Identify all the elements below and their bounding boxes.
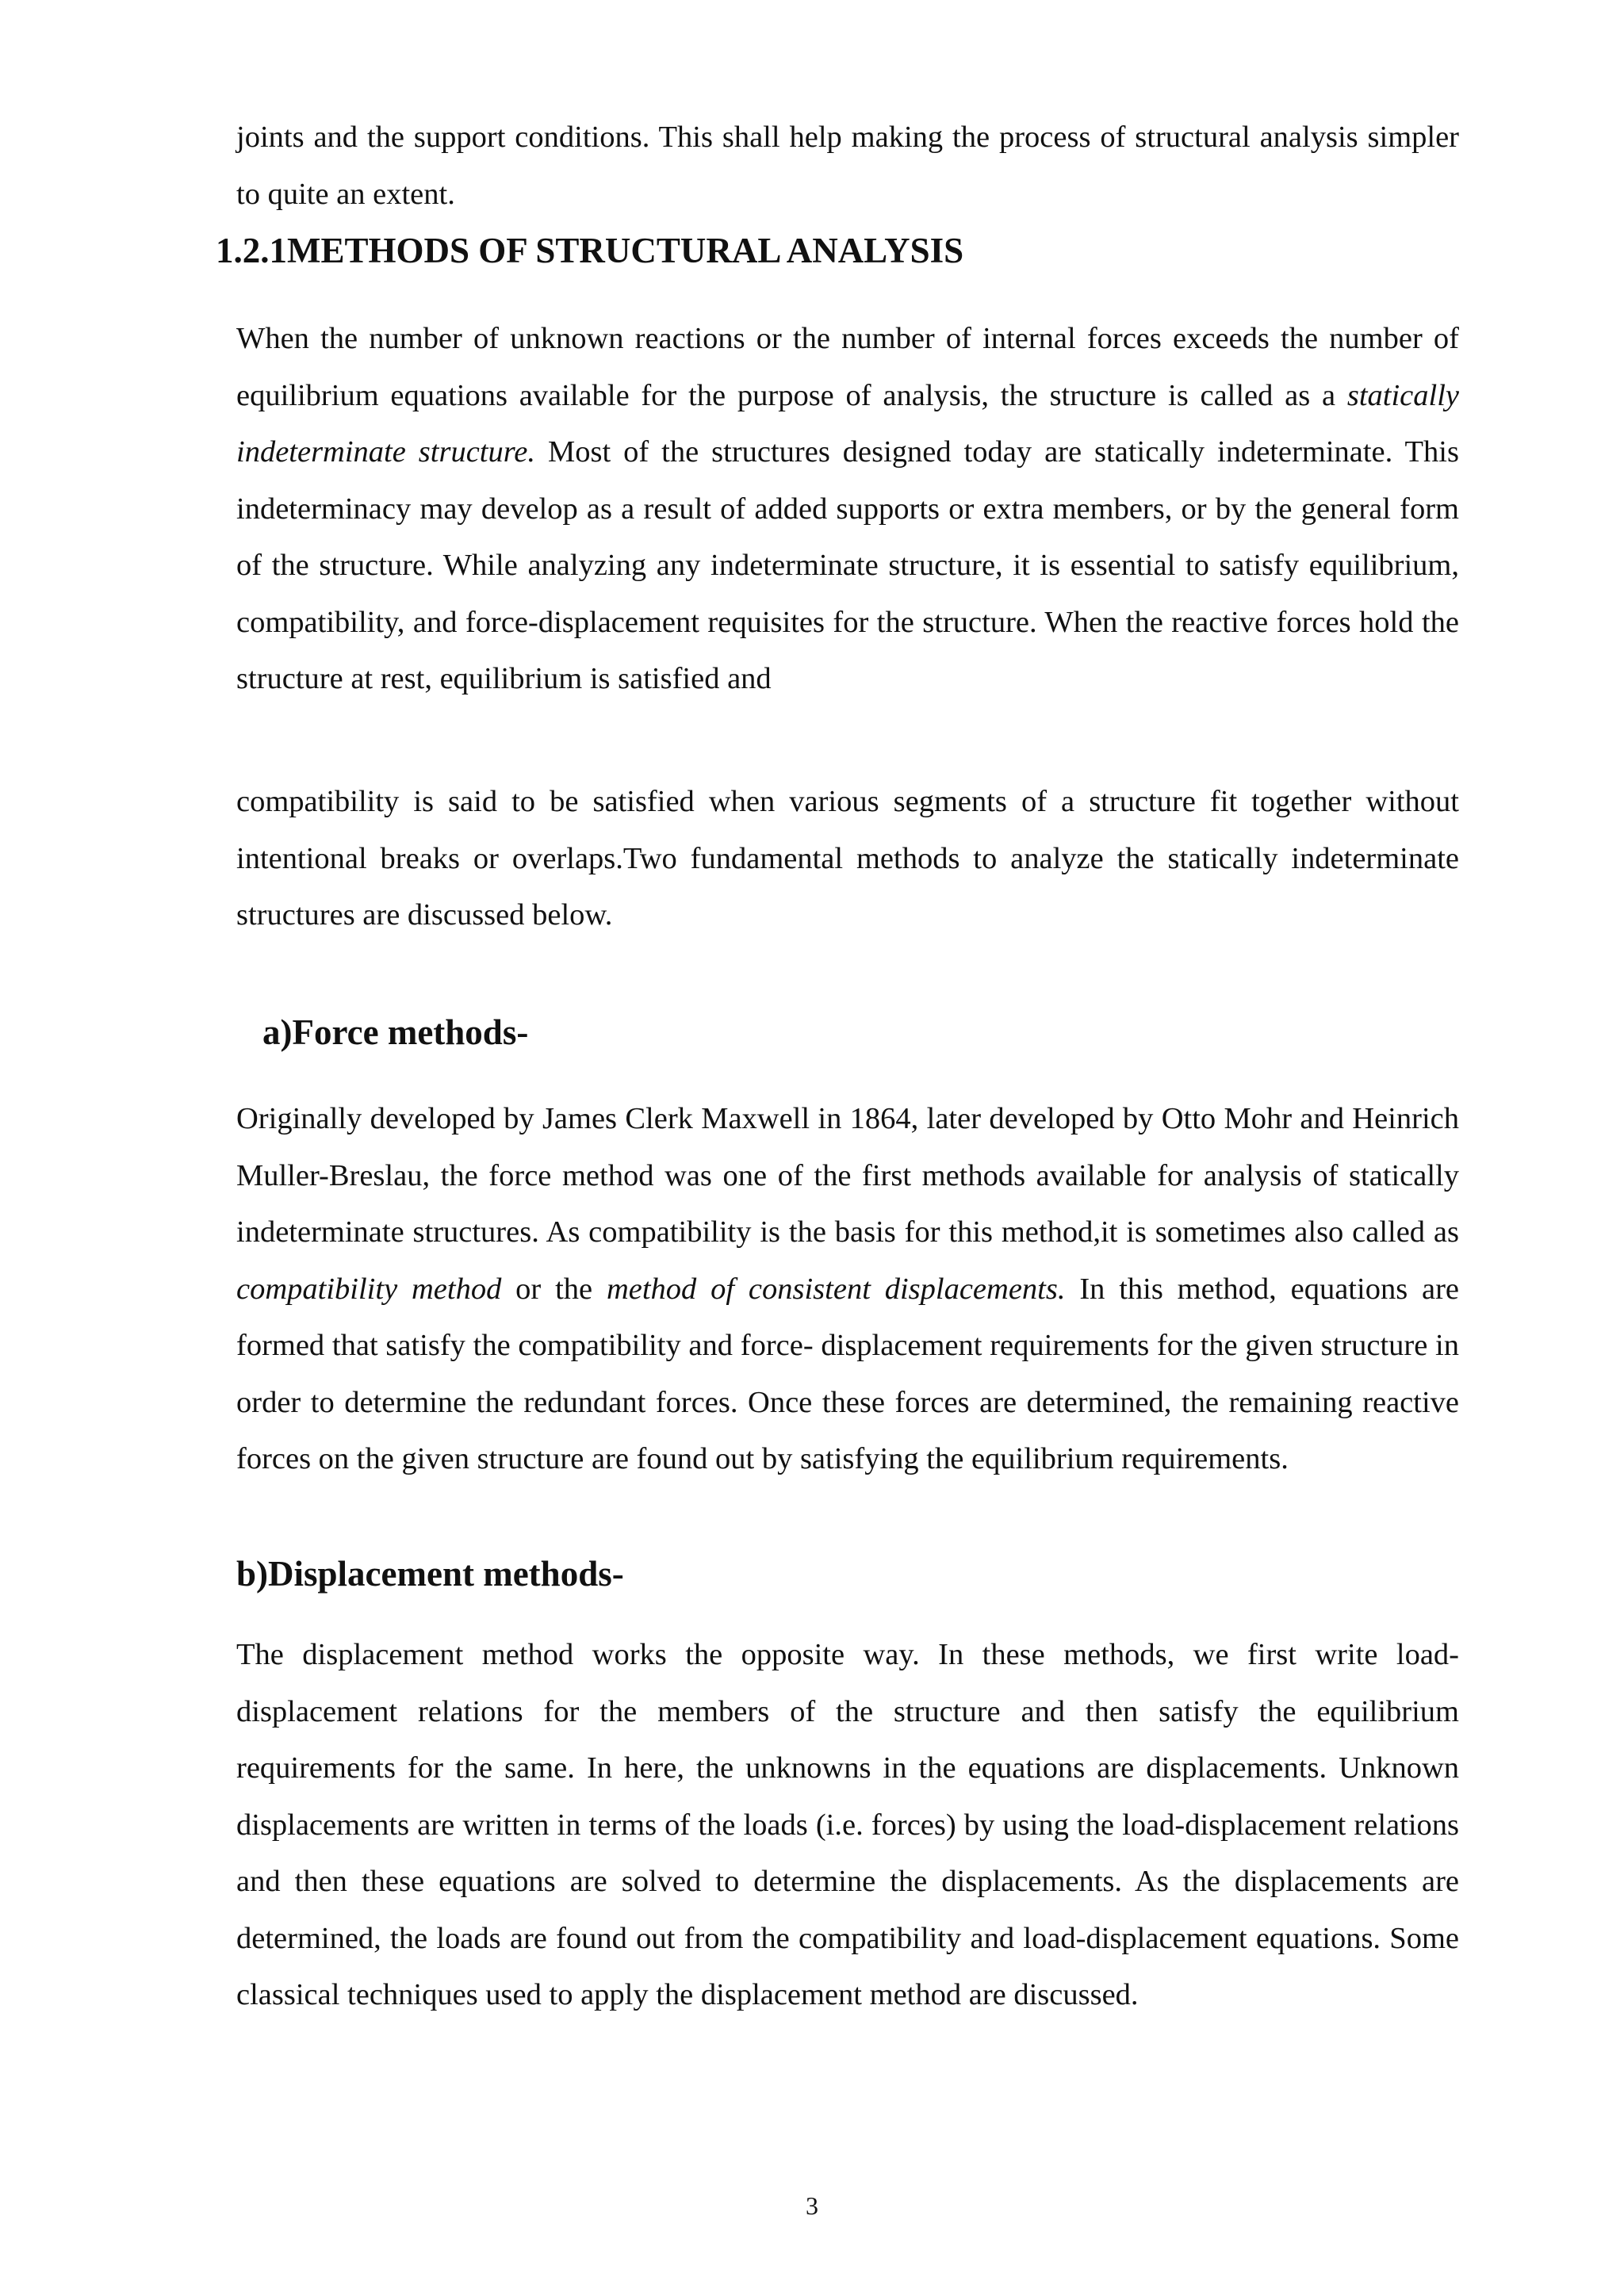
force-text-c: In this method, equations are formed that satisfy the compatibility and force- displacement requirements for the given structure in order to determine the redundant forces. Once these forces are determined, the remaining reactive forces on the given structure are found out by satisfying the equilibrium requirements. [236, 1272, 1460, 1475]
displacement-methods-heading: b)Displacement methods- [236, 1554, 624, 1594]
methods-text-a: When the number of unknown reactions or the number of internal forces exceeds the number of equilibrium equations available for the purpose of analysis, the structure is called as a [236, 322, 1459, 412]
force-methods-paragraph [236, 1091, 1459, 1488]
force-italic-compatibility: compatibility method [236, 1272, 502, 1306]
intro-paragraph: joints and the support conditions. This shall help making the process of structural analysis simpler to quite an extent. [236, 121, 1459, 211]
force-italic-consistent: method of consistent displacements. [606, 1272, 1066, 1306]
force-methods-heading: a)Force methods- [262, 1012, 529, 1052]
methods-paragraph-1 [236, 311, 1459, 708]
section-heading: 1.2.1METHODS OF STRUCTURAL ANALYSIS [216, 231, 964, 270]
force-text-b: or the [501, 1272, 607, 1306]
displacement-methods-paragraph: The displacement method works the opposite way. In these methods, we first write load-displacement relations for the members of the structure and then satisfy the equilibrium requirements for the same. In here, the unknowns in the equations are displacements. Unknown displacements are written in terms of the loads (i.e. forces) by using the load-displacement relations and then these equations are solved to determine the displacements. As the displacements are determined, the loads are found out from the compatibility and load-displacement equations. Some classical techniques used to apply the displacement method are discussed. [236, 1638, 1459, 2011]
methods-italic-term: statically indeterminate structure. [236, 378, 1459, 469]
methods-paragraph-2: compatibility is said to be satisfied when various segments of a structure fit together without intentional breaks or overlaps.Two fundamental methods to analyze the statically indeterminate structures are discussed below. [236, 785, 1459, 932]
methods-text-b: Most of the structures designed today are statically indeterminate. This indeterminacy may develop as a result of added supports or extra members, or by the general form of the structure. While analyzing any indeterminate structure, it is essential to satisfy equilibrium, compatibility, and force-displacement requisites for the structure. When the reactive forces hold the structure at rest, equilibrium is satisfied and [236, 435, 1459, 695]
page-number: 3 [806, 2191, 818, 2220]
force-text-a: Originally developed by James Clerk Maxwell in 1864, later developed by Otto Mohr and Heinrich Muller-Breslau, the force method was one of the first methods available for analysis of statically indeterminate structures. As compatibility is the basis for this method,it is sometimes also called as [236, 1102, 1459, 1249]
